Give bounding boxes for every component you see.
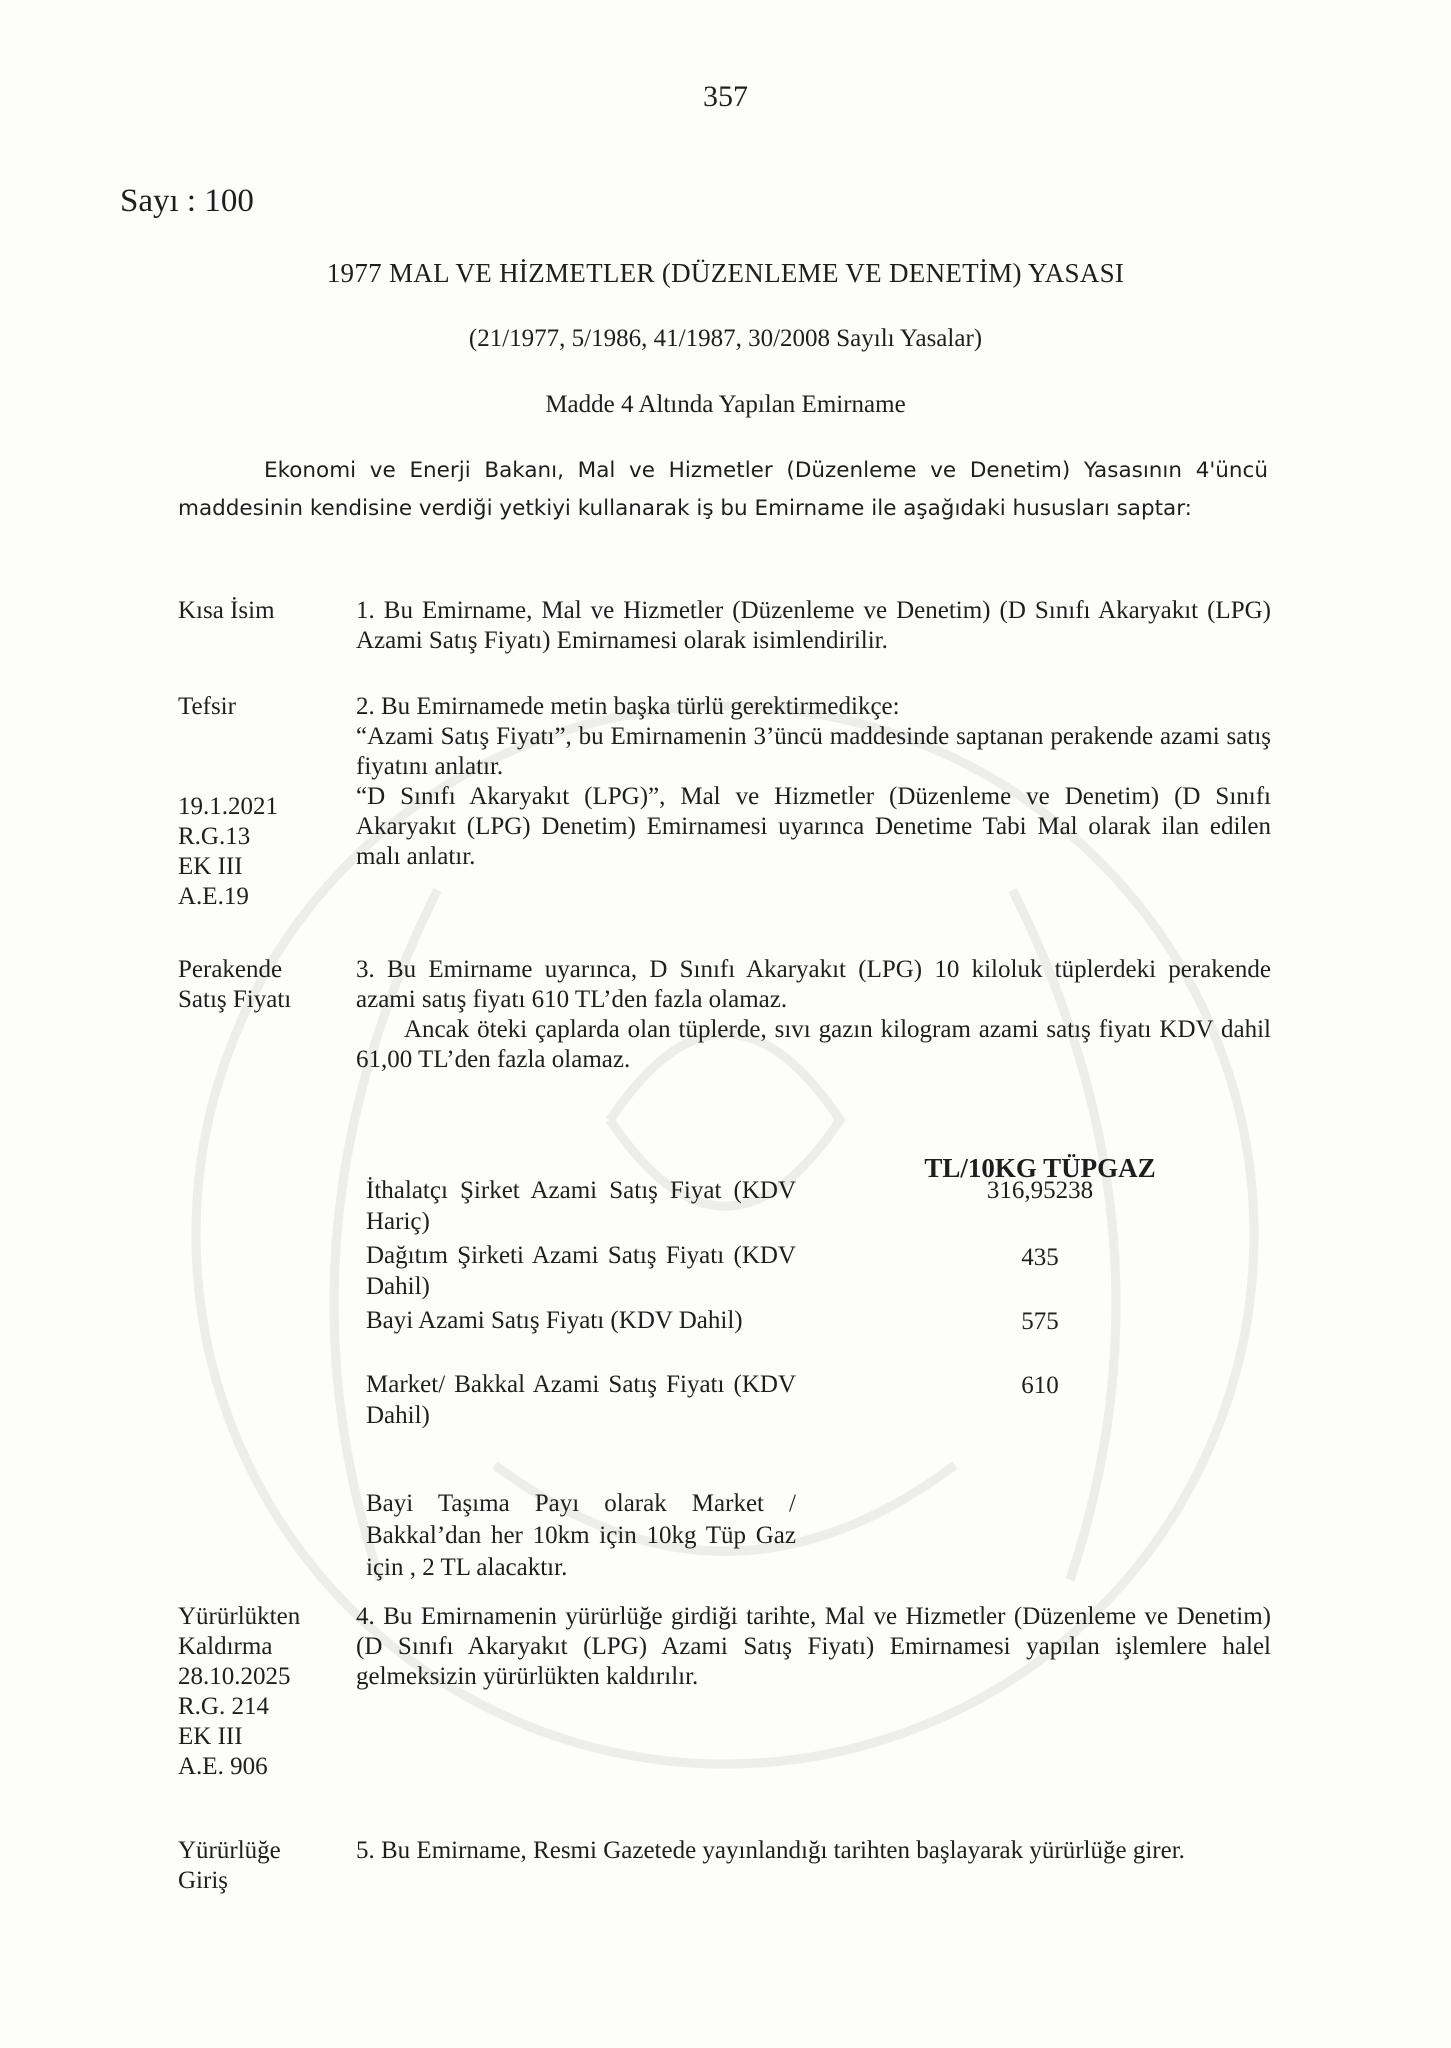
side-label-line: A.E. 906 [178, 1753, 268, 1780]
section-2-intro: 2. Bu Emirnamede metin başka türlü gerektirmedikçe: [356, 693, 900, 720]
preamble [178, 452, 1268, 528]
transport-fee-note: Bayi Taşıma Payı olarak Market / Bakkal’dan her 10km için 10kg Tüp Gaz için , 2 TL alacaktır. [366, 1490, 796, 1581]
section-1-text: 1. Bu Emirname, Mal ve Hizmetler (Düzenleme ve Denetim) (D Sınıfı Akaryakıt (LPG) Azami Satış Fiyatı) Emirnamesi olarak isimlendirilir. [356, 597, 1271, 654]
side-label-entry-into-force [178, 1836, 281, 1896]
side-ref-line: R.G.13 [178, 823, 251, 850]
table-row-label: Bayi Azami Satış Fiyatı (KDV Dahil) [366, 1307, 743, 1334]
section-2 [356, 692, 1271, 872]
side-label-line: EK III [178, 1723, 243, 1750]
order-title: Madde 4 Altında Yapılan Emirname [545, 391, 906, 418]
page-number: 357 [703, 80, 748, 113]
side-ref-line: A.E.19 [178, 883, 249, 910]
side-label-line: Yürürlüğe [178, 1837, 281, 1864]
side-label-retail-price [178, 955, 291, 1015]
definition-max-price: “Azami Satış Fiyatı”, bu Emirnamenin 3’üncü maddesinde saptanan perakende azami satış fiyatını anlatır. [356, 723, 1271, 780]
side-label-line: Perakende [178, 956, 283, 983]
section-5-text: 5. Bu Emirname, Resmi Gazetede yayınlandığı tarihten başlayarak yürürlüğe girer. [356, 1837, 1185, 1864]
table-row-value: 610 [1021, 1372, 1059, 1399]
table-row-value: 575 [1021, 1308, 1059, 1335]
table-row-label: İthalatçı Şirket Azami Satış Fiyat (KDV Hariç) [366, 1177, 796, 1235]
side-label-short-name: Kısa İsim [178, 597, 275, 624]
side-label-line: Kaldırma [178, 1633, 273, 1660]
side-label-line: 28.10.2025 [178, 1663, 291, 1690]
table-row-label: Market/ Bakkal Azami Satış Fiyatı (KDV Dahil) [366, 1371, 796, 1429]
side-label-line: Yürürlükten [178, 1603, 301, 1630]
definition-lpg: “D Sınıfı Akaryakıt (LPG)”, Mal ve Hizmetler (Düzenleme ve Denetim) (D Sınıfı Akaryakıt (LPG) Denetim) Emirnamesi uyarınca Denetime Tabi Mal olarak ilan edilen malı anlatır. [356, 783, 1271, 870]
price-table-header: TL/10KG TÜPGAZ [924, 1153, 1156, 1183]
side-ref-line: EK III [178, 853, 243, 880]
section-3-para-2: Ancak öteki çaplarda olan tüplerde, sıvı gazın kilogram azami satış fiyatı KDV dahil 61,00 TL’den fazla olamaz. [356, 1016, 1271, 1073]
section-3-para-1: 3. Bu Emirname uyarınca, D Sınıfı Akaryakıt (LPG) 10 kiloluk tüplerdeki perakende azami satış fiyatı 610 TL’den fazla olamaz. [356, 956, 1271, 1013]
law-numbers: (21/1977, 5/1986, 41/1987, 30/2008 Sayılı Yasalar) [468, 325, 983, 352]
law-title: 1977 MAL VE HİZMETLER (DÜZENLEME VE DENETİM) YASASI [326, 258, 1125, 288]
side-label-line: R.G. 214 [178, 1693, 269, 1720]
table-row-label: Dağıtım Şirketi Azami Satış Fiyatı (KDV Dahil) [366, 1242, 796, 1300]
side-label-line: Giriş [178, 1867, 228, 1894]
side-ref-definitions [178, 792, 278, 912]
side-label-line: Satış Fiyatı [178, 986, 292, 1013]
issue-number: Sayı : 100 [120, 183, 254, 219]
section-4-text: 4. Bu Emirnamenin yürürlüğe girdiği tarihte, Mal ve Hizmetler (Düzenleme ve Denetim) (D Sınıfı Akaryakıt (LPG) Azami Satış Fiyatı) Emirnamesi yapılan işlemlere halel gelmeksizin yürürlükten kaldırılır. [356, 1603, 1271, 1690]
preamble-text: Ekonomi ve Enerji Bakanı, Mal ve Hizmetler (Düzenleme ve Denetim) Yasasının 4'üncü maddesinin kendisine verdiği yetkiyi kullanarak iş bu Emirname ile aşağıdaki hususları saptar: [178, 458, 1268, 521]
side-label-definitions: Tefsir [178, 693, 236, 720]
table-row-value: 316,95238 [986, 1177, 1094, 1204]
side-ref-line: 19.1.2021 [178, 793, 278, 820]
section-3 [356, 955, 1271, 1075]
side-label-repeal [178, 1602, 300, 1782]
table-row-value: 435 [1021, 1244, 1059, 1271]
